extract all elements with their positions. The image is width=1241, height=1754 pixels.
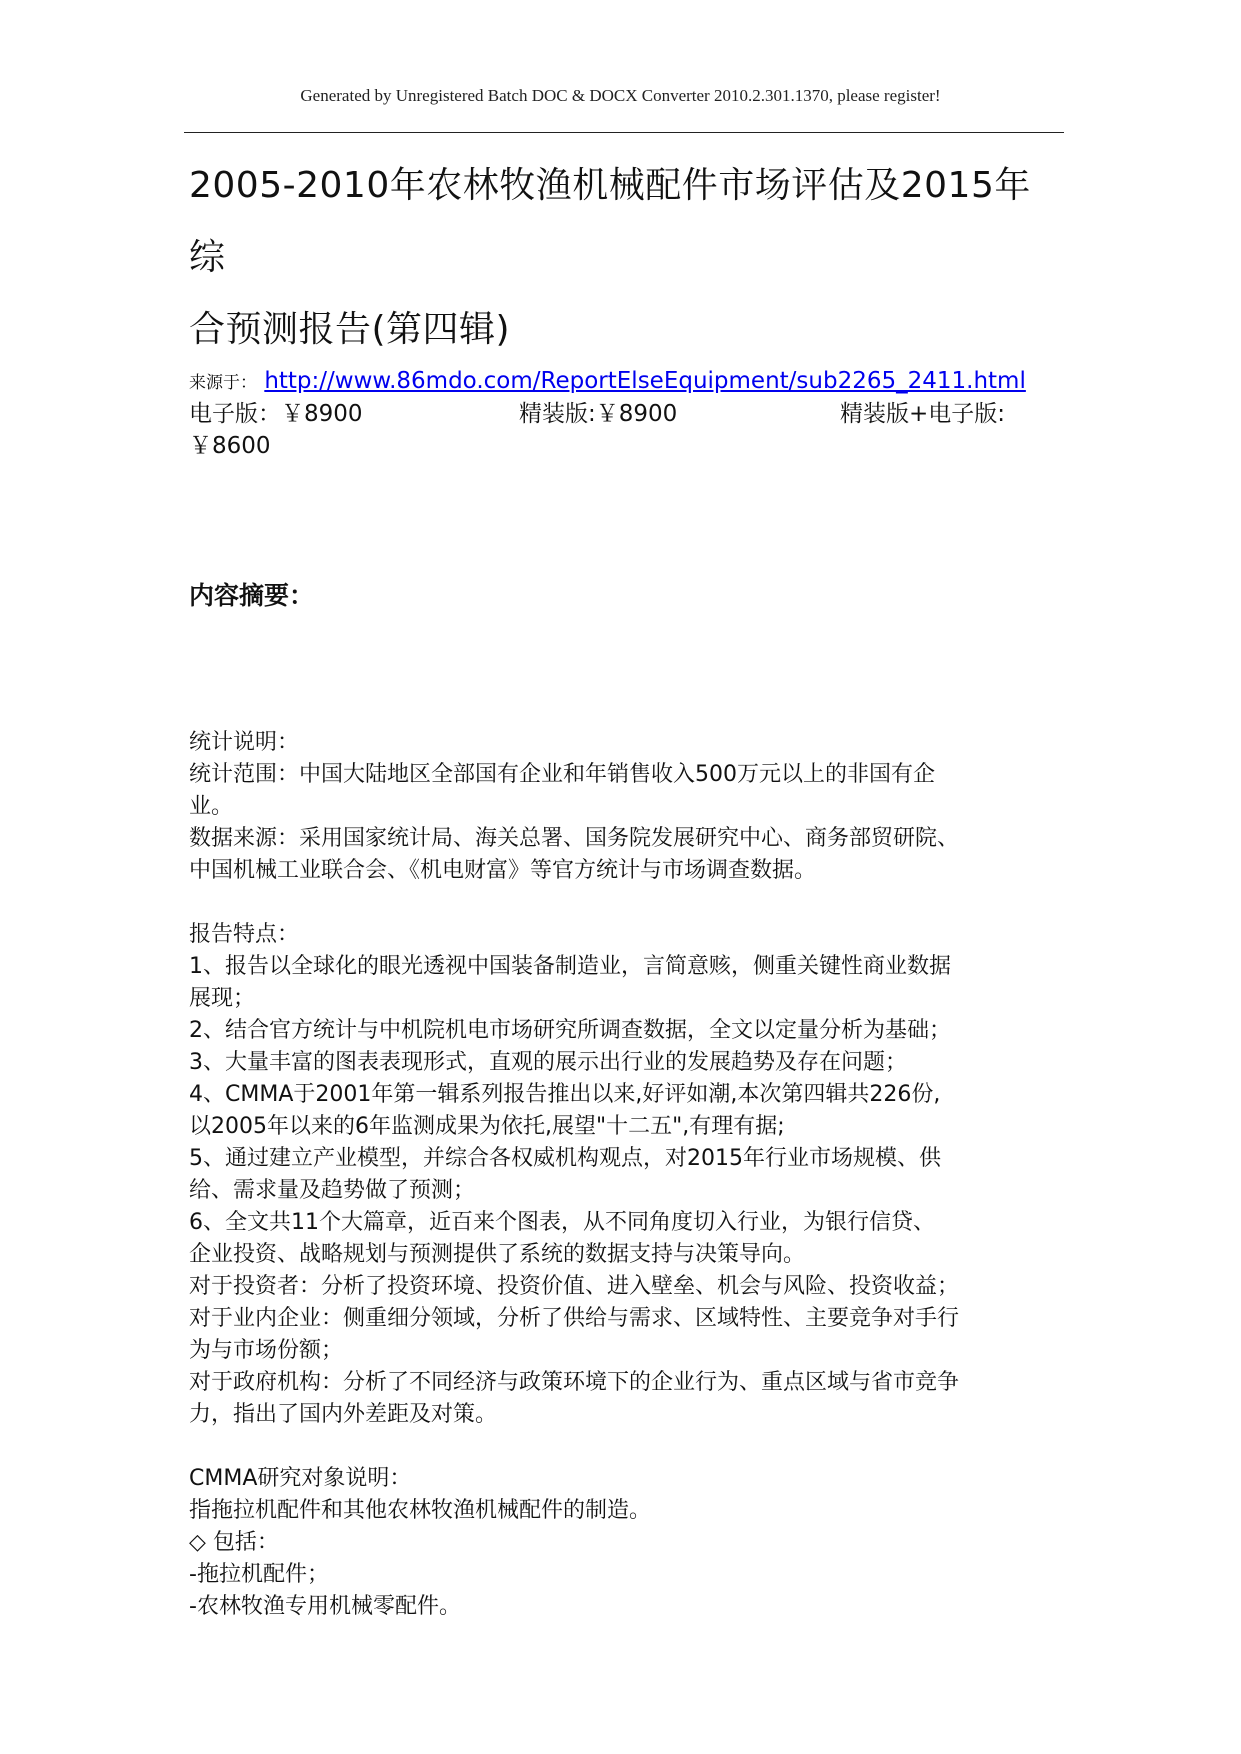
- price-list: [189, 398, 1064, 462]
- feature-line: 力，指出了国内外差距及对策。: [189, 1402, 498, 1427]
- document-body: [189, 150, 1064, 1623]
- stat-line: 数据来源：采用国家统计局、海关总署、国务院发展研究中心、商务部贸研院、: [189, 826, 960, 851]
- cmma-section: [189, 1463, 1064, 1623]
- price-print: 精装版:￥8900: [519, 401, 678, 427]
- feature-line: 2、结合官方统计与中机院机电市场研究所调查数据，全文以定量分析为基础；: [189, 1018, 951, 1043]
- features-section: [189, 919, 1064, 1431]
- source-link[interactable]: http://www.86mdo.com/ReportElseEquipment/sub2265_2411.html: [264, 368, 1026, 394]
- feature-line: 6、全文共11个大篇章，近百来个图表，从不同角度切入行业，为银行信贷、: [189, 1210, 935, 1235]
- stat-line: 统计说明：: [189, 730, 300, 755]
- title-line-1: 2005-2010年农林牧渔机械配件市场评估及2015年综: [189, 165, 1031, 278]
- price-combo-label: 精装版+电子版:: [840, 401, 1006, 427]
- feature-line: 对于政府机构：分析了不同经济与政策环境下的企业行为、重点区域与省市竞争: [189, 1370, 960, 1395]
- source-line: [189, 366, 1064, 398]
- spacer: [189, 1431, 1064, 1463]
- feature-line: 报告特点：: [189, 922, 300, 947]
- report-title: [189, 150, 1064, 366]
- stat-line: 中国机械工业联合会、《机电财富》等官方统计与市场调查数据。: [189, 858, 817, 883]
- feature-line: 4、CMMA于2001年第一辑系列报告推出以来,好评如潮,本次第四辑共226份,: [189, 1082, 941, 1107]
- stat-line: 统计范围：中国大陆地区全部国有企业和年销售收入500万元以上的非国有企: [189, 762, 935, 787]
- feature-line: 展现；: [189, 986, 256, 1011]
- stat-line: 业。: [189, 794, 234, 819]
- feature-line: 给、需求量及趋势做了预测；: [189, 1178, 476, 1203]
- summary-heading: 内容摘要：: [189, 581, 315, 610]
- feature-line: 企业投资、战略规划与预测提供了系统的数据支持与决策导向。: [189, 1242, 806, 1267]
- spacer: [189, 887, 1064, 919]
- title-line-2: 合预测报告(第四辑): [189, 309, 511, 350]
- cmma-line: -拖拉机配件；: [189, 1562, 329, 1587]
- source-label: 来源于：: [189, 373, 257, 393]
- price-electronic: 电子版：￥8900: [189, 401, 363, 427]
- header-divider: [184, 132, 1064, 133]
- cmma-line: CMMA研究对象说明：: [189, 1466, 412, 1491]
- feature-line: 1、报告以全球化的眼光透视中国装备制造业，言简意赅，侧重关键性商业数据: [189, 954, 951, 979]
- feature-line: 对于投资者：分析了投资环境、投资价值、进入壁垒、机会与风险、投资收益；: [189, 1274, 960, 1299]
- price-combo-value: ￥8600: [189, 433, 271, 459]
- feature-line: 为与市场份额；: [189, 1338, 344, 1363]
- feature-line: 对于业内企业：侧重细分领域，分析了供给与需求、区域特性、主要竞争对手行: [189, 1306, 960, 1331]
- statistics-section: [189, 727, 1064, 887]
- feature-line: 5、通过建立产业模型，并综合各权威机构观点，对2015年行业市场规模、供: [189, 1146, 941, 1171]
- feature-line: 3、大量丰富的图表表现形式，直观的展示出行业的发展趋势及存在问题；: [189, 1050, 907, 1075]
- converter-watermark: Generated by Unregistered Batch DOC & DOCX Converter 2010.2.301.1370, please register!: [300, 86, 941, 105]
- feature-line: 以2005年以来的6年监测成果为依托,展望"十二五",有理有据;: [189, 1114, 785, 1139]
- cmma-line: -农林牧渔专用机械零配件。: [189, 1594, 461, 1619]
- cmma-line: 指拖拉机配件和其他农林牧渔机械配件的制造。: [189, 1498, 652, 1523]
- cmma-line: ◇ 包括：: [189, 1530, 279, 1555]
